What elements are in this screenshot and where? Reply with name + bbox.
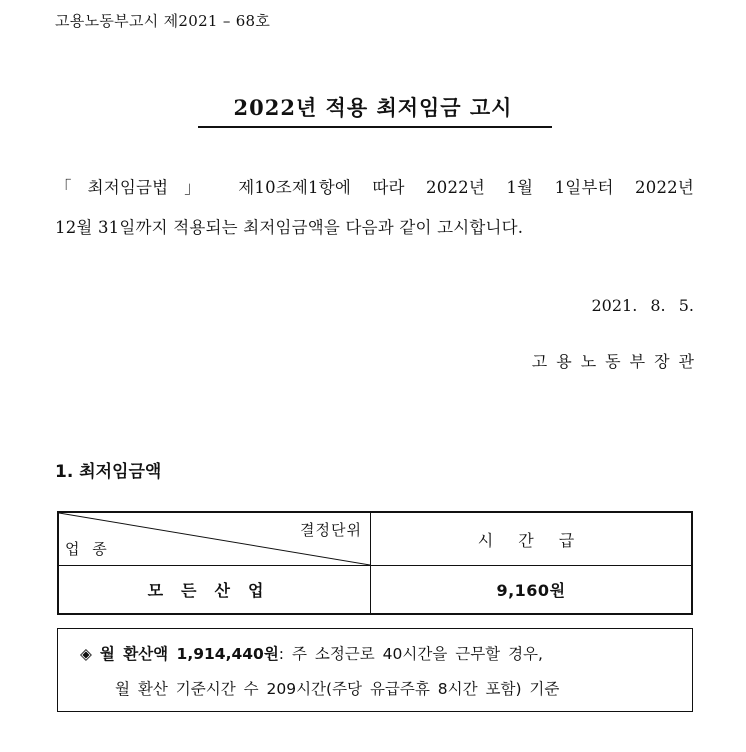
note-line-1 [80, 642, 684, 664]
note-line-1-text: : 주 소정근로 40시간을 근무할 경우, [278, 645, 543, 663]
notice-number: 고용노동부고시 제2021 – 68호 [55, 12, 271, 30]
diagonal-header-cell [58, 512, 371, 566]
title-underline [198, 126, 552, 128]
body-text-line-1: 「최저임금법」 제10조제1항에 따라 2022년 1월 1일부터 2022년 [55, 178, 694, 197]
page-title: 2022년 적용 최저임금 고시 [233, 95, 513, 120]
issuer-title: 고용노동부장관 [531, 352, 703, 371]
notice-date: 2021. 8. 5. [591, 296, 694, 315]
table-row [58, 566, 692, 615]
minimum-wage-table [57, 511, 693, 615]
note-line-2: 월 환산 기준시간 수 209시간(주당 유급주휴 8시간 포함) 기준 [115, 680, 560, 698]
table-header-row [58, 512, 692, 566]
diamond-bullet-icon: ◈ [80, 645, 92, 663]
header-hourly-wage: 시 간 급 [371, 512, 693, 566]
row-hourly-wage-value: 9,160원 [371, 566, 693, 615]
section-title: 1. 최저임금액 [55, 462, 162, 482]
monthly-conversion-note [57, 628, 693, 712]
note-bold-text: 월 환산액 1,914,440원 [99, 645, 279, 663]
row-industry: 모든산업 [58, 566, 371, 615]
body-text-line-2: 12월 31일까지 적용되는 최저임금액을 다음과 같이 고시합니다. [55, 218, 524, 237]
header-industry-label: 업 종 [65, 540, 111, 558]
header-unit-label: 결정단위 [300, 521, 362, 539]
